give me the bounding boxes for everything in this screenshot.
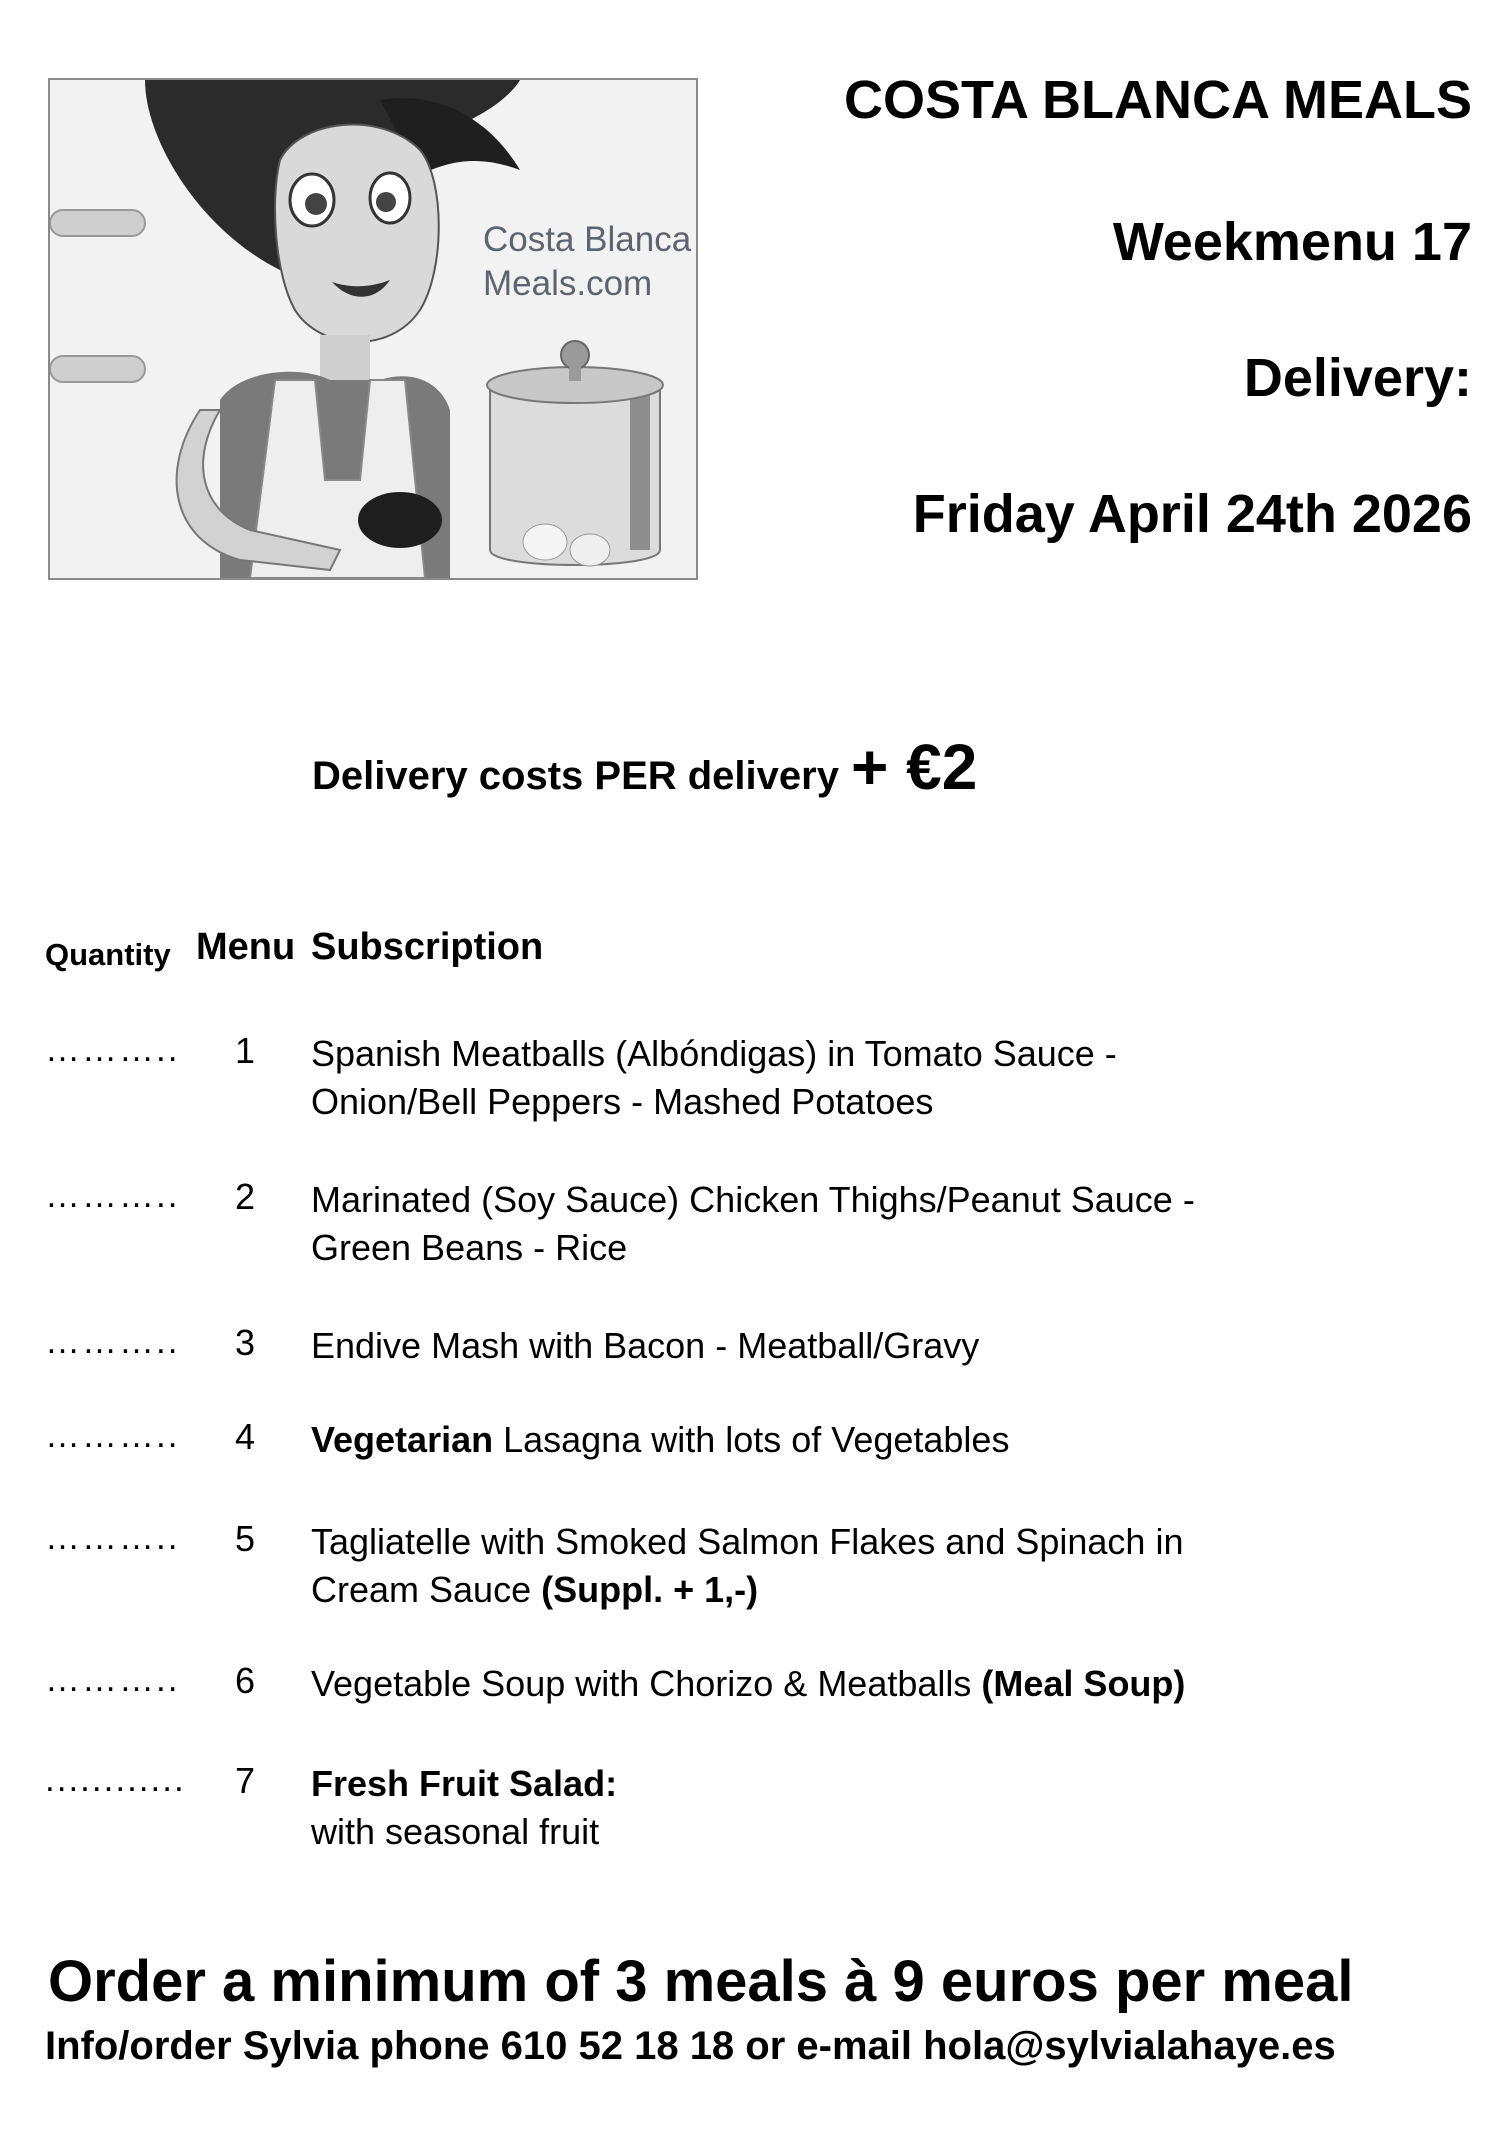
- quantity-blank[interactable]: ………..: [45, 1416, 180, 1455]
- delivery-date: Friday April 24th 2026: [912, 484, 1472, 544]
- logo-image: [48, 78, 698, 580]
- menu-description-line-1: Endive Mash with Bacon - Meatball/Gravy: [311, 1325, 980, 1366]
- menu-number: 4: [235, 1416, 256, 1457]
- menu-number: 3: [235, 1322, 256, 1363]
- menu-number: 5: [235, 1518, 256, 1559]
- quantity-blank[interactable]: ………..: [45, 1030, 180, 1069]
- menu-column-header: Menu: [196, 926, 296, 968]
- company-title: COSTA BLANCA MEALS: [844, 70, 1472, 130]
- contact-info: Info/order Sylvia phone 610 52 18 18 or e-mail hola@sylvialahaye.es: [45, 2024, 1336, 2068]
- menu-description: [311, 1660, 1411, 1708]
- menu-description-line-1: Marinated (Soy Sauce) Chicken Thighs/Peanut Sauce -: [311, 1179, 1195, 1220]
- quantity-blank[interactable]: ………..: [45, 1176, 180, 1215]
- menu-description: [311, 1518, 1411, 1614]
- menu-description-line-1: [311, 1660, 1411, 1708]
- menu-description-line-2: Onion/Bell Peppers - Mashed Potatoes: [311, 1081, 934, 1122]
- menu-description: [311, 1416, 1411, 1464]
- menu-description: [311, 1030, 1411, 1126]
- subscription-column-header: Subscription: [311, 926, 544, 968]
- delivery-costs: [312, 730, 977, 804]
- delivery-costs-label: Delivery costs PER delivery: [312, 754, 839, 798]
- menu-description: [311, 1322, 1411, 1370]
- menu-description: [311, 1760, 1411, 1856]
- quantity-column-header: Quantity: [45, 937, 171, 972]
- menu-description-line-1: [311, 1416, 1411, 1464]
- logo-line-1: Costa Blanca: [483, 220, 692, 259]
- quantity-blank[interactable]: ………..: [45, 1322, 180, 1361]
- fruit-salad-title: Fresh Fruit Salad:: [311, 1763, 618, 1804]
- quantity-blank[interactable]: ............: [45, 1760, 186, 1799]
- menu-description-line-1: Spanish Meatballs (Albóndigas) in Tomato Sauce -: [311, 1033, 1117, 1074]
- meal-soup-note: (Meal Soup): [981, 1663, 1186, 1704]
- menu-description: [311, 1176, 1411, 1272]
- quantity-blank[interactable]: ………..: [45, 1660, 180, 1699]
- menu-description-text: Lasagna with lots of Vegetables: [493, 1419, 1010, 1460]
- menu-number: 7: [235, 1760, 256, 1801]
- menu-number: 2: [235, 1176, 256, 1217]
- supplement-note: (Suppl. + 1,-): [541, 1569, 759, 1610]
- menu-description-text: Vegetable Soup with Chorizo & Meatballs: [311, 1663, 982, 1704]
- menu-description-line-1: [311, 1760, 1411, 1808]
- menu-number: 6: [235, 1660, 256, 1701]
- menu-number: 1: [235, 1030, 256, 1071]
- logo-line-2: Meals.com: [483, 264, 653, 303]
- delivery-costs-amount: + €2: [850, 731, 978, 803]
- order-minimum-note: Order a minimum of 3 meals à 9 euros per meal: [48, 1949, 1354, 2014]
- logo-text: [483, 218, 698, 306]
- menu-description-text: Cream Sauce: [311, 1569, 542, 1610]
- menu-description-line-2: [311, 1566, 1411, 1614]
- menu-description-line-1: Tagliatelle with Smoked Salmon Flakes and Spinach in: [311, 1521, 1184, 1562]
- chef-illustration: [50, 80, 696, 578]
- menu-description-line-2: Green Beans - Rice: [311, 1227, 628, 1268]
- quantity-blank[interactable]: ………..: [45, 1518, 180, 1557]
- delivery-label: Delivery:: [1243, 348, 1472, 408]
- week-menu-title: Weekmenu 17: [1112, 212, 1472, 272]
- menu-description-line-2: with seasonal fruit: [311, 1811, 600, 1852]
- vegetarian-tag: Vegetarian: [311, 1419, 494, 1460]
